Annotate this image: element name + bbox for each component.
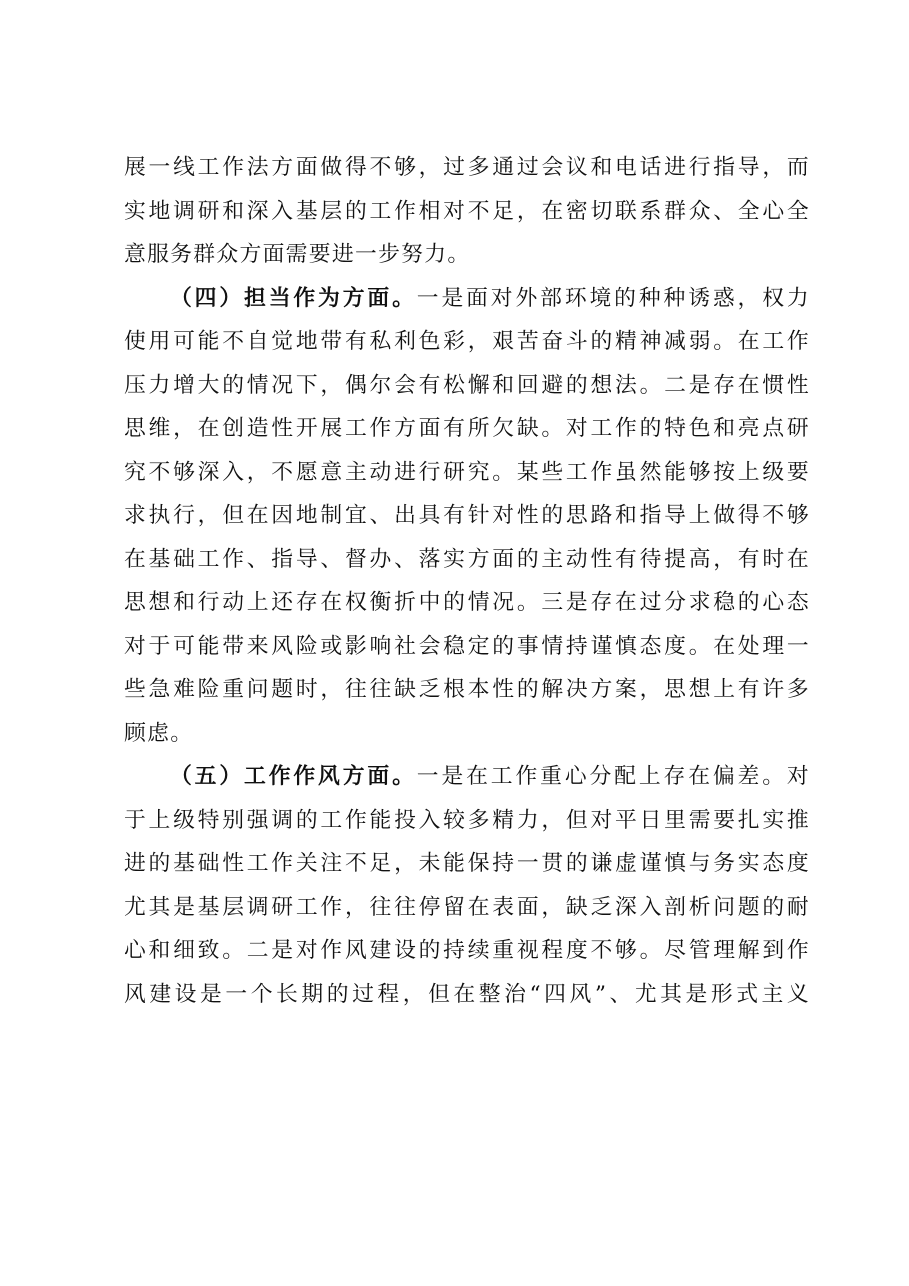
- document-body: [124, 146, 810, 1016]
- paragraph-section-five: [124, 755, 810, 1016]
- text-line: 顾虑。: [124, 720, 194, 746]
- section-heading: （四）担当作为方面。: [170, 285, 417, 311]
- text-line: 究不够深入，不愿意主动进行研究。某些工作虽然能够按上级要: [124, 459, 810, 485]
- text-line: 压力增大的情况下，偶尔会有松懈和回避的想法。二是存在惯性: [124, 372, 810, 398]
- text-line: 在基础工作、指导、督办、落实方面的主动性有待提高，有时在: [124, 546, 810, 572]
- text-line: 风建设是一个长期的过程，但在整治“四风”、尤其是形式主义: [124, 981, 810, 1007]
- paragraph-continuation: [124, 146, 810, 277]
- text-line-first: [124, 755, 810, 799]
- text-line: 使用可能不自觉地带有私利色彩，艰苦奋斗的精神减弱。在工作: [124, 329, 810, 354]
- text-line: 实地调研和深入基层的工作相对不足，在密切联系群众、全心全: [124, 198, 810, 224]
- text-line: 于上级特别强调的工作能投入较多精力，但对平日里需要扎实推: [124, 807, 810, 833]
- text-line: 些急难险重问题时，往往缺乏根本性的解决方案，思想上有许多: [124, 677, 810, 702]
- text-run: 一是面对外部环境的种种诱惑，权力: [416, 285, 810, 311]
- text-line: 思想和行动上还存在权衡折中的情况。三是存在过分求稳的心态: [124, 590, 810, 615]
- text-line: 对于可能带来风险或影响社会稳定的事情持谨慎态度。在处理一: [124, 633, 810, 659]
- text-line: 进的基础性工作关注不足，未能保持一贯的谦虚谨慎与务实态度: [124, 851, 810, 876]
- text-line: 展一线工作法方面做得不够，过多通过会议和电话进行指导，而: [124, 155, 810, 180]
- text-line: 求执行，但在因地制宜、出具有针对性的思路和指导上做得不够: [124, 503, 810, 528]
- text-line: 思维，在创造性开展工作方面有所欠缺。对工作的特色和亮点研: [124, 416, 810, 441]
- text-line: 意服务群众方面需要进一步努力。: [124, 242, 471, 267]
- paragraph-section-four: [124, 277, 810, 756]
- text-line: 心和细致。二是对作风建设的持续重视程度不够。尽管理解到作: [124, 938, 810, 963]
- text-line-first: [124, 277, 810, 321]
- text-run: 一是在工作重心分配上存在偏差。对: [416, 764, 810, 789]
- section-heading: （五）工作作风方面。: [170, 764, 417, 789]
- text-line: 尤其是基层调研工作，往往停留在表面，缺乏深入剖析问题的耐: [124, 894, 810, 920]
